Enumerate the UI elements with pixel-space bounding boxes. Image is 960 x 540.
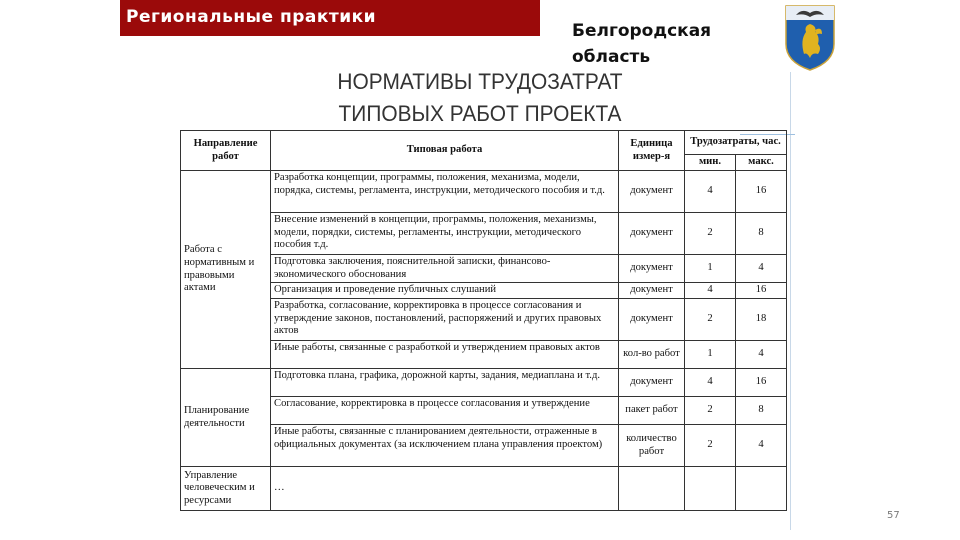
min-cell: 4 [685,283,736,299]
section-banner [120,0,540,36]
section-label: Региональные практики [126,7,377,27]
min-cell: 2 [685,299,736,341]
slide-title-line-1: НОРМАТИВЫ ТРУДОЗАТРАТ [337,69,623,94]
work-cell: Организация и проведение публичных слушаний [271,283,619,299]
slide-title-line-2: ТИПОВЫХ РАБОТ ПРОЕКТА [338,101,622,126]
table-row [181,255,787,283]
unit-cell [619,467,685,511]
min-cell [685,467,736,511]
direction-cell: Работа с нормативным и правовыми актами [181,171,271,369]
min-cell: 4 [685,171,736,213]
table-row [181,171,787,213]
table-row [181,213,787,255]
max-cell: 4 [736,341,787,369]
header-min: мин. [685,155,736,171]
header-work: Типовая работа [271,131,619,171]
table-row [181,397,787,425]
min-cell: 4 [685,369,736,397]
page-number: 57 [887,510,900,521]
max-cell: 16 [736,171,787,213]
table-row [181,283,787,299]
unit-cell: документ [619,299,685,341]
unit-cell: пакет работ [619,397,685,425]
work-cell: Разработка, согласование, корректировка в процессе согласования и утверждение законов, постановлений, распоряжений и других правовых актов [271,299,619,341]
work-cell: … [271,467,619,511]
min-cell: 2 [685,213,736,255]
work-cell: Разработка концепции, программы, положения, механизма, модели, порядка, системы, регламента, инструкции, методического пособия и т.д. [271,171,619,213]
labor-norms-table [180,130,787,511]
direction-cell: Планирование деятельности [181,369,271,467]
unit-cell: документ [619,213,685,255]
max-cell: 8 [736,213,787,255]
work-cell: Иные работы, связанные с планированием деятельности, отраженные в официальных документах (за исключением плана управления проектом) [271,425,619,467]
max-cell: 4 [736,255,787,283]
unit-cell: документ [619,255,685,283]
work-cell: Иные работы, связанные с разработкой и утверждением правовых актов [271,341,619,369]
unit-cell: количество работ [619,425,685,467]
header-max: макс. [736,155,787,171]
header-direction: Направление работ [181,131,271,171]
max-cell: 8 [736,397,787,425]
min-cell: 2 [685,397,736,425]
work-cell: Подготовка заключения, пояснительной записки, финансово-экономического обоснования [271,255,619,283]
unit-cell: кол-во работ [619,341,685,369]
min-cell: 1 [685,255,736,283]
unit-cell: документ [619,171,685,213]
direction-cell: Управление человеческим и ресурсами [181,467,271,511]
header-unit: Единица измер-я [619,131,685,171]
header-labor: Трудозатраты, час. [685,131,787,155]
table-row [181,467,787,511]
max-cell: 16 [736,283,787,299]
max-cell: 4 [736,425,787,467]
max-cell: 18 [736,299,787,341]
table-row [181,299,787,341]
unit-cell: документ [619,369,685,397]
table-row [181,425,787,467]
work-cell: Согласование, корректировка в процессе согласования и утверждение [271,397,619,425]
table-row [181,369,787,397]
unit-cell: документ [619,283,685,299]
table-row [181,341,787,369]
work-cell: Подготовка плана, графика, дорожной карты, задания, медиаплана и т.д. [271,369,619,397]
region-name: Белгородская область [572,21,712,67]
coat-of-arms-icon [782,2,838,72]
min-cell: 2 [685,425,736,467]
work-cell: Внесение изменений в концепции, программы, положения, механизмы, модели, порядки, системы, регламенты, инструкции, методического пособия т.д. [271,213,619,255]
min-cell: 1 [685,341,736,369]
max-cell [736,467,787,511]
max-cell: 16 [736,369,787,397]
decorative-vertical-line [790,72,791,530]
slide-title [309,66,651,130]
